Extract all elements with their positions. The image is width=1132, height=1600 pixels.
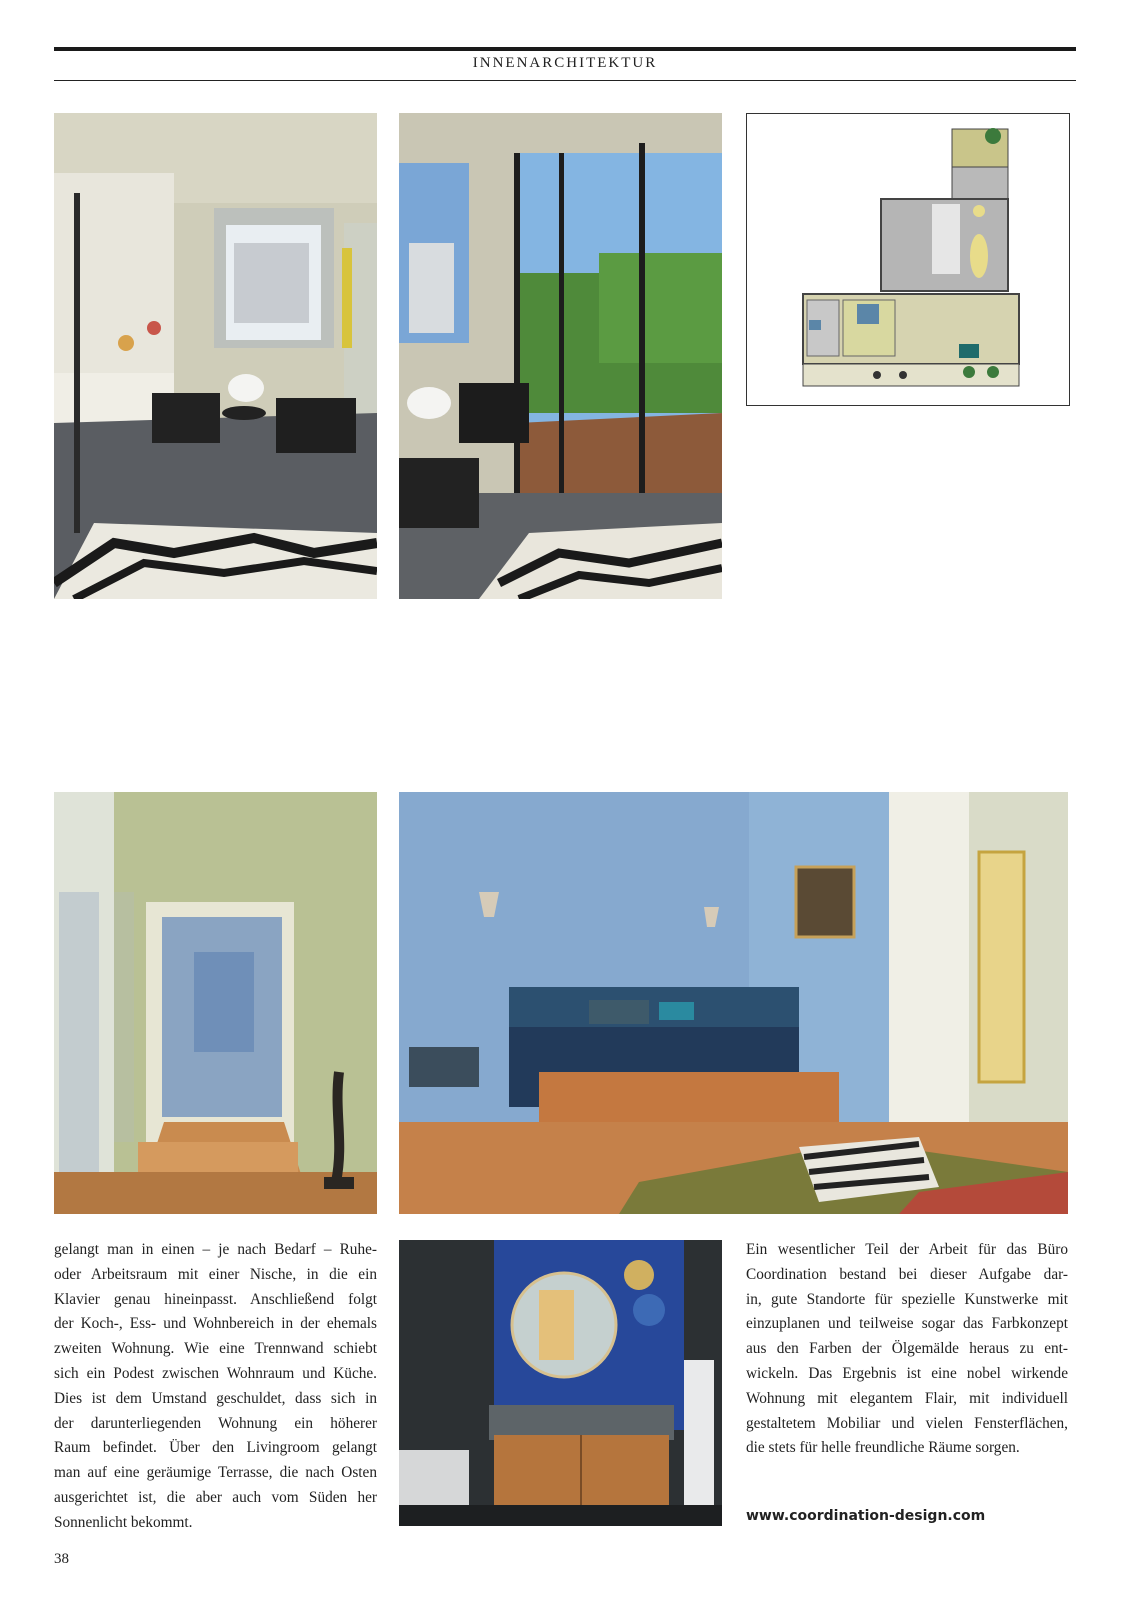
floor-plan: [746, 113, 1070, 406]
text-line: einzuplanen und teilweise sogar das Farbkonzept: [746, 1315, 1068, 1333]
text-line: Wohnung mit elegantem Flair, mit individuell: [746, 1389, 1068, 1407]
text-line: Raum befindet. Über den Livingroom gelangt: [54, 1439, 377, 1457]
text-line: gestaltetem Mobiliar und vielen Fensterflächen,: [746, 1414, 1068, 1432]
text-line: sich ein Podest zwischen Wohnraum und Küche.: [54, 1364, 377, 1382]
header-rule-thin: [54, 80, 1076, 81]
body-text-right: [746, 1238, 1068, 1461]
text-line: aus den Farben der Ölgemälde heraus zu ent-: [746, 1340, 1068, 1358]
text-line: zweiten Wohnung. Wie eine Trennwand schiebt: [54, 1340, 377, 1358]
section-title: INNENARCHITEKTUR: [472, 55, 658, 71]
text-line: ausgerichtet ist, die aber auch vom Süden her: [54, 1488, 377, 1506]
text-line: in, gute Standorte für spezielle Kunstwerke mit: [746, 1290, 1068, 1308]
body-text-left: [54, 1238, 377, 1536]
text-line: der Koch-, Ess- und Wohnbereich in der ehemals: [54, 1315, 377, 1333]
photo-lounge-chairs: [54, 113, 377, 599]
text-line: Coordination bestand bei dieser Aufgabe dar-: [746, 1265, 1068, 1283]
text-line: Sonnenlicht bekommt.: [54, 1513, 193, 1531]
text-line: Dies ist dem Umstand geschuldet, dass sich in: [54, 1389, 377, 1407]
text-line: Klavier genau hineinpasst. Anschließend folgt: [54, 1290, 377, 1308]
text-line: der darunterliegenden Wohnung ein höherer: [54, 1414, 377, 1432]
text-line: die stets für helle freundliche Räume sorgen.: [746, 1439, 1020, 1457]
photo-hallway-view: [54, 792, 377, 1214]
header-rule-thick: [54, 47, 1076, 51]
photo-bedroom: [399, 792, 1068, 1214]
text-line: man auf eine geräumige Terrasse, die nach Osten: [54, 1464, 377, 1482]
website-link[interactable]: www.coordination-design.com: [746, 1508, 986, 1524]
photo-bathroom: [399, 1240, 722, 1526]
photo-terrace-window: [399, 113, 722, 599]
text-line: Ein wesentlicher Teil der Arbeit für das Büro: [746, 1241, 1068, 1258]
text-line: wickeln. Das Ergebnis ist eine nobel wirkende: [746, 1364, 1068, 1382]
page-number: 38: [54, 1551, 69, 1567]
text-line: gelangt man in einen – je nach Bedarf – Ruhe-: [54, 1241, 377, 1258]
text-line: oder Arbeitsraum mit einer Nische, in die ein: [54, 1265, 377, 1283]
